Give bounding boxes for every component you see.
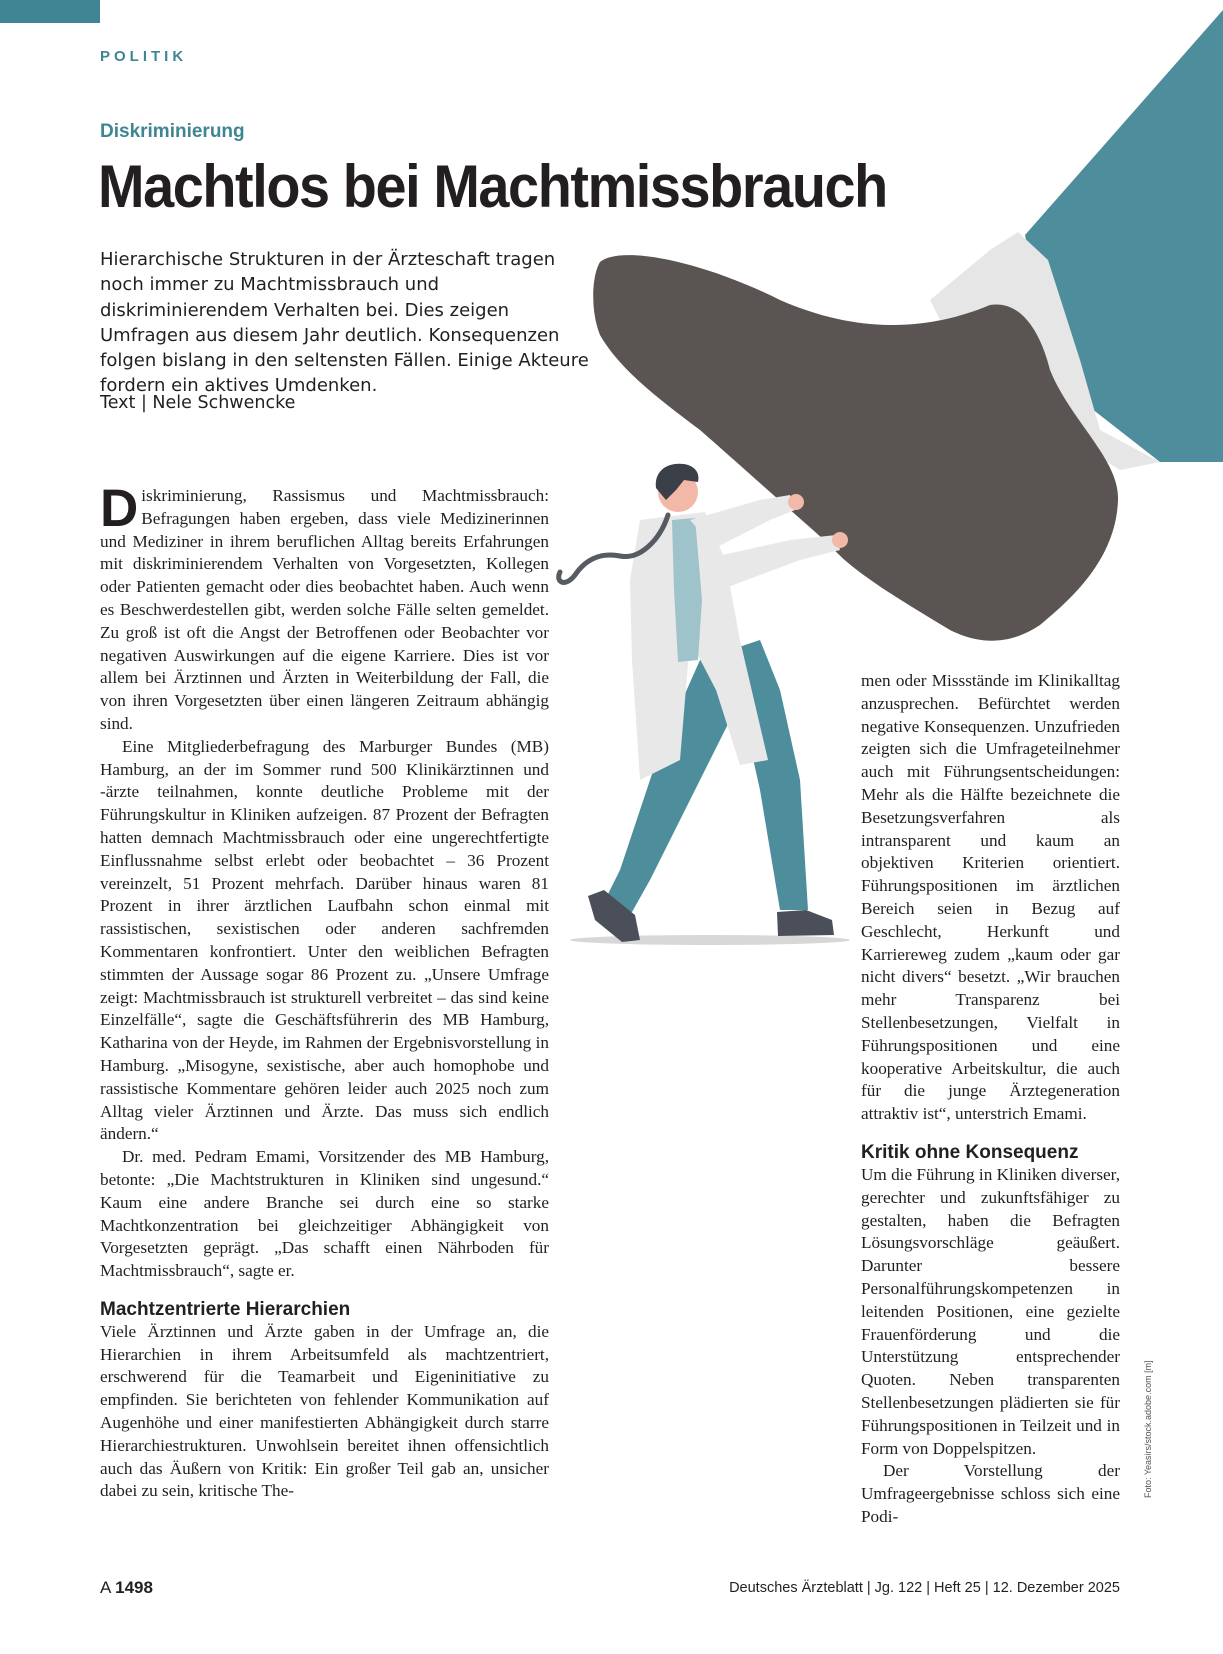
journal-info: Deutsches Ärzteblatt | Jg. 122 | Heft 25 | 12. Dezember 2025	[729, 1580, 1120, 1596]
paragraph: Eine Mitgliederbefragung des Marburger Bundes (MB) Hamburg, an der im Sommer rund 500 Klinikärztinnen und -ärzte teilnahmen, konnte deutliche Probleme mit der Führungskultur in Kliniken aufzeigen. 87 Prozent der Befragten hatten demnach Machtmissbrauch oder eine ungerechtfertigte Einflussnahme selbst erlebt oder beobachtet – 36 Prozent vereinzelt, 51 Prozent mehrfach. Darüber hinaus waren 81 Prozent in ihrer ärztlichen Laufbahn schon einmal mit rassistischen, sexistischen oder anderen sachfremden Kommentaren konfrontiert. Unter den weiblichen Befragten stimmten der Aussage sogar 86 Prozent zu. „Unsere Umfrage zeigt: Machtmissbrauch ist strukturell verbreitet – das sind keine Einzelfälle“, sagte die Geschäftsführerin des MB Hamburg, Katharina von der Heyde, im Rahmen der Ergebnisvorstellung in Hamburg. „Misogyne, sexistische, aber auch homophobe und rassistische Kommentare gehören leider auch 2025 noch zum Alltag vieler Ärztinnen und Ärzte. Das muss sich endlich ändern.“	[100, 736, 549, 1144]
doctor-hand-2	[832, 532, 848, 548]
article-column-left	[100, 479, 549, 1503]
kicker: Diskriminierung	[100, 121, 245, 142]
paragraph: Dr. med. Pedram Emami, Vorsitzender des MB Hamburg, betonte: „Die Machtstrukturen in Kliniken sind ungesund.“ Kaum eine andere Branche sei durch eine so starke Machtkonzentration bei gleichzeitiger Abhängigkeit von Vorgesetzten geprägt. „Das schafft einen Nährboden für Machtmissbrauch“, sagte er.	[100, 1147, 549, 1281]
paragraph: Der Vorstellung der Umfrageergebnisse schloss sich eine Podi-	[861, 1461, 1120, 1526]
photo-credit: Foto: Yeasirs/stock.adobe.com [m]	[1143, 1360, 1153, 1498]
byline: Text | Nele Schwencke	[100, 393, 296, 413]
paragraph-intro: Diskriminierung, Rassismus und Machtmissbrauch: Befragungen haben ergeben, dass viele Medizinerinnen und Mediziner in ihrem beruflichen Alltag bereits Erfahrungen mit diskriminierendem Verhalten von Vorgesetzten, Kollegen oder Patienten gemacht oder dies beobachtet haben. Auch wenn es Beschwerdestellen gibt, werden solche Fälle selten gemeldet. Zu groß ist oft die Angst der Betroffenen oder Beobachter vor negativen Auswirkungen auf die eigene Karriere. Dies ist vor allem bei Ärztinnen und Ärzten in Weiterbildung der Fall, die von ihren Vorgesetzten über einen längeren Zeitraum abhängig sind.	[100, 479, 549, 733]
ground-shadow	[570, 935, 850, 945]
page-number: A 1498	[100, 1578, 153, 1597]
paragraph: men oder Missstände im Klinikalltag anzusprechen. Befürchtet werden negative Konsequenzen. Unzufrieden zeigten sich die Umfrageteilnehmer auch mit Führungsentscheidungen: Mehr als die Hälfte bezeichnete die Besetzungsverfahren als intransparent und kaum an objektiven Kriterien orientiert. Führungspositionen im ärztlichen Bereich seien in Bezug auf Geschlecht, Herkunft und Karriereweg zudem „kaum oder gar nicht divers“ besetzt. „Wir brauchen mehr Transparenz bei Stellenbesetzungen, Vielfalt in Führungspositionen und eine kooperative Arbeitskultur, die auch für die junge Ärztegeneration attraktiv ist“, unterstrich Emami.	[861, 671, 1120, 1124]
subheading: Machtzentrierte Hierarchien	[100, 1298, 351, 1320]
doctor-hand-1	[788, 494, 804, 510]
paragraph: Um die Führung in Kliniken diverser, gerechter und zukunftsfähiger zu gestalten, haben die Befragten Lösungsvorschläge geäußert. Darunter bessere Personalführungskompetenzen in leitenden Positionen, eine gezielte Frauenförderung und die Unterstützung entsprechender Quoten. Neben transparenten Stellenbesetzungen plädierten sie für Führungspositionen in Teilzeit und in Form von Doppelspitzen.	[861, 1164, 1120, 1458]
section-label: POLITIK	[100, 48, 188, 65]
drop-cap: D	[100, 479, 139, 538]
doctor-shoe-front	[777, 910, 834, 936]
lead-paragraph: Hierarchische Strukturen in der Ärzteschaft tragen noch immer zu Machtmissbrauch und diskriminierendem Verhalten bei. Dies zeigen Umfragen aus diesem Jahr deutlich. Konsequenzen folgen bislang in den seltensten Fällen. Einige Akteure fordern ein aktives Umdenken.	[100, 249, 589, 397]
subheading: Kritik ohne Konsequenz	[861, 1141, 1079, 1163]
page-title: Machtlos bei Machtmissbrauch	[98, 153, 887, 220]
paragraph: Viele Ärztinnen und Ärzte gaben in der Umfrage an, die Hierarchien in ihrem Arbeitsumfeld als machtzentriert, erschwerend für die Teamarbeit und Eigeninitiative zu empfinden. Sie berichteten von fehlender Kommunikation auf Augenhöhe und einer manifestierten Abhängigkeit durch starre Hierarchiestrukturen. Unwohlsein bereitet ihnen offensichtlich auch das Äußern von Kritik: Ein großer Teil gab an, unsicher dabei zu sein, kritische The-	[100, 1321, 549, 1501]
article-column-right	[861, 670, 1120, 1529]
